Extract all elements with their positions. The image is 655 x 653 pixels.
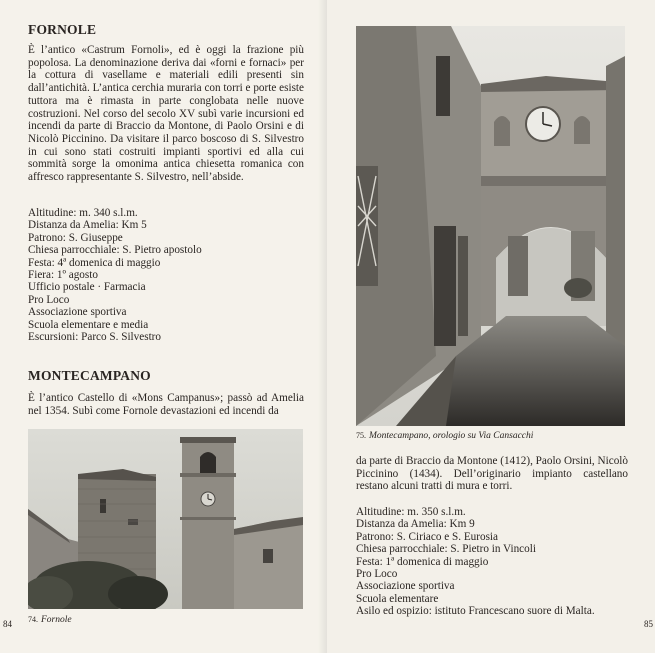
info-item: Patrono: S. Ciriaco e S. Eurosia xyxy=(356,530,499,543)
info-item: Escursioni: Parco S. Silvestro xyxy=(28,331,161,344)
caption-number: 74. xyxy=(28,615,38,624)
info-item: Festa: 1ª domenica di maggio xyxy=(356,555,489,568)
info-item: Altitudine: m. 340 s.l.m. xyxy=(28,207,138,219)
fornole-heading: FORNOLE xyxy=(28,22,97,37)
montecampano-heading: MONTECAMPANO xyxy=(28,368,151,383)
info-item: Associazione sportiva xyxy=(356,580,455,593)
info-item: Altitudine: m. 350 s.l.m. xyxy=(356,506,466,518)
montecampano-paragraph-continued: da parte di Braccio da Montone (1412), Paolo Orsini, Nicolò Piccinino (1434). Dell’originario impianto castellano restano alcuni tratti di mura e torri. xyxy=(356,455,628,493)
fornole-info-list xyxy=(28,207,308,343)
montecampano-paragraph: È l’antico Castello di «Mons Campanus»; passò ad Amelia nel 1354. Subì come Fornole devastazioni ed incendi da xyxy=(28,392,304,417)
info-item: Chiesa parrocchiale: S. Pietro in Vincoli xyxy=(356,543,536,556)
info-item: Scuola elementare e media xyxy=(28,318,149,331)
info-item: Patrono: S. Giuseppe xyxy=(28,231,123,244)
montecampano-info-list xyxy=(356,506,648,618)
caption-number: 75. xyxy=(356,431,366,440)
info-item: Fiera: 1º agosto xyxy=(28,269,98,282)
info-item: Scuola elementare xyxy=(356,592,439,605)
left-page xyxy=(0,0,327,653)
fornole-paragraph: È l’antico «Castrum Fornoli», ed è oggi la frazione più popolosa. La denominazione deriva dai «forni e fornaci» per la cottura di vasellame e materiali edili presenti sin dall’antichità. L’antica cerchia muraria con torri e porte esiste tuttora ma è rimasta in parte conglobata nelle nuove costruzioni. Nel corso del secolo XV subì varie incursioni ed incendi da parte di Braccio da Montone, di Paolo Orsini e di Nicolò Piccinino. Da visitare il parco boscoso di S. Silvestro in cui sono stati costruiti impianti sportivi ed alla cui sommità sorge la omonima antica chiesetta romanica con affresco rappresentante S. Silvestro, nell’abside. xyxy=(28,44,304,184)
caption-text: Montecampano, orologio su Via Cansacchi xyxy=(369,431,534,441)
caption-text: Fornole xyxy=(41,615,72,625)
fornole-photo-caption xyxy=(28,615,72,625)
right-page xyxy=(327,0,655,653)
info-item: Chiesa parrocchiale: S. Pietro apostolo xyxy=(28,244,202,257)
page-number-right: 85 xyxy=(644,619,653,629)
info-item: Distanza da Amelia: Km 5 xyxy=(28,219,147,232)
info-item: Asilo ed ospizio: istituto Francescano suore di Malta. xyxy=(356,605,595,618)
info-item: Distanza da Amelia: Km 9 xyxy=(356,518,475,531)
page-number-left: 84 xyxy=(3,619,12,629)
info-item: Festa: 4ª domenica di maggio xyxy=(28,256,161,269)
fornole-photo xyxy=(28,429,303,609)
montecampano-photo xyxy=(356,26,625,426)
info-item: Ufficio postale · Farmacia xyxy=(28,281,146,294)
info-item: Pro Loco xyxy=(28,293,70,306)
montecampano-photo-caption xyxy=(356,431,533,441)
info-item: Pro Loco xyxy=(356,568,398,581)
info-item: Associazione sportiva xyxy=(28,306,127,319)
